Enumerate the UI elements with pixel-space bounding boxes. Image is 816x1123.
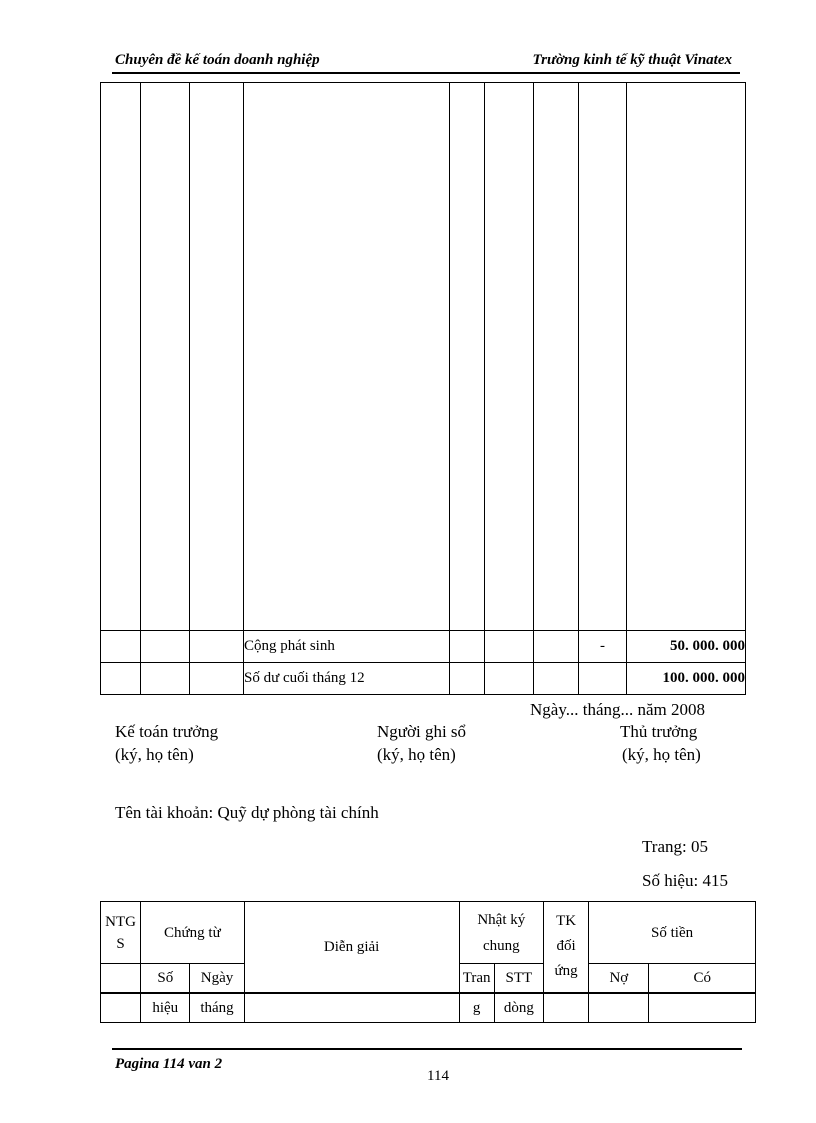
ledger-row-balance [101,663,746,695]
col-co: Có [649,964,756,993]
signature-note: (ký, họ tên) [377,745,456,764]
col-stt: STT [494,964,543,993]
row-dash [579,663,627,695]
col-ngay: Ngày [190,964,244,993]
ledger-bottom-table [100,901,756,1023]
row-desc: Cộng phát sinh [244,631,450,663]
ntgs-line: NTG [105,913,136,930]
col-nhat-ky [459,902,543,964]
signature-note: (ký, họ tên) [115,745,194,764]
header-right: Trường kinh tế kỹ thuật Vinatex [532,52,732,68]
nhat-ky-line: Nhật ký [477,911,526,928]
row-amount: 100. 000. 000 [627,663,746,695]
signature-note: (ký, họ tên) [622,745,701,764]
tk-line: ứng [554,963,578,980]
ledger-empty-row [101,83,746,631]
col-tk-doi-ung [543,902,588,993]
footer-rule [112,1048,742,1050]
date-line: Ngày... tháng... năm 2008 [530,700,706,719]
signature-title: Kế toán trưởng [115,722,219,741]
col-so-tien: Số tiền [589,902,756,964]
footer-left: Pagina 114 van 2 [115,1056,223,1072]
nhat-ky-line: chung [482,937,520,954]
header-left: Chuyên đề kế toán doanh nghiệp [115,52,320,68]
tk-line: TK [556,913,577,930]
account-code: Số hiệu: 415 [642,871,728,890]
header-row-1 [101,902,756,964]
col-hieu: hiệu [141,993,190,1023]
signature-title: Thủ trưởng [620,722,698,741]
header-rule [112,72,740,74]
col-chung-tu: Chứng từ [141,902,244,964]
col-so: Số [141,964,190,993]
col-tran: Tran [459,964,494,993]
col-dien-giai: Diễn giải [244,902,459,993]
row-dash: - [579,631,627,663]
col-ntgs [101,902,141,964]
header-row-3 [101,993,756,1023]
col-no: Nợ [589,964,649,993]
row-desc: Số dư cuối tháng 12 [244,663,450,695]
ntgs-line: S [116,935,125,952]
tk-line: đối [556,938,576,955]
row-amount: 50. 000. 000 [627,631,746,663]
page-label: Trang: 05 [642,837,708,856]
ledger-row-total [101,631,746,663]
ledger-top-table [100,82,746,695]
col-dong: dòng [494,993,543,1023]
col-thang: tháng [190,993,244,1023]
col-g: g [459,993,494,1023]
signature-title: Người ghi sổ [377,722,467,741]
page-number: 114 [427,1068,449,1084]
account-name: Tên tài khoản: Quỹ dự phòng tài chính [115,803,379,822]
